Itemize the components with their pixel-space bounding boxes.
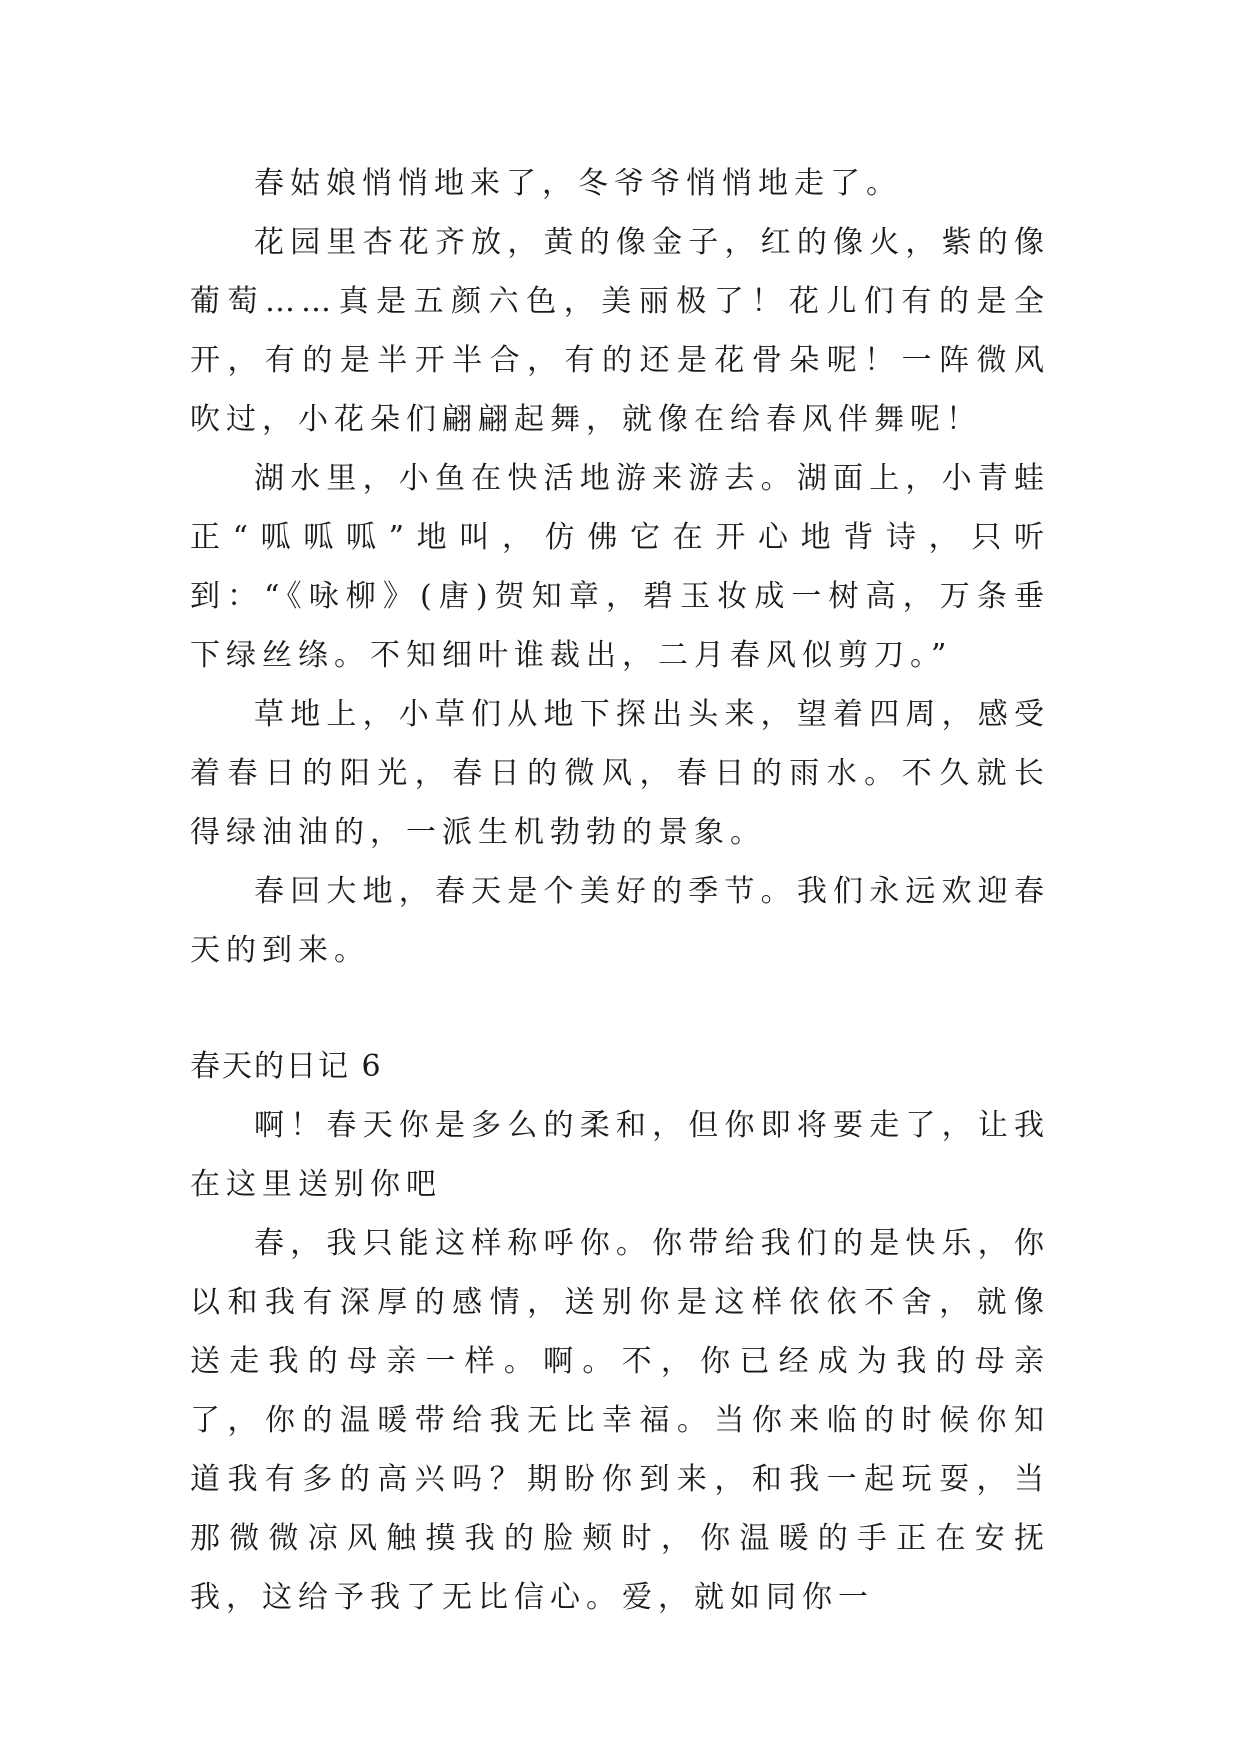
paragraph-grassland: 草地上，小草们从地下探出头来，望着四周，感受着春日的阳光，春日的微风，春日的雨水。不久就长得绿油油的，一派生机勃勃的景象。 [190, 697, 1050, 850]
section-heading: 春天的日记 6 [190, 1049, 383, 1084]
paragraph-spring-mother: 春，我只能这样称呼你。你带给我们的是快乐，你以和我有深厚的感情，送别你是这样依依不舍，就像送走我的母亲一样。啊。不，你已经成为我的母亲了，你的温暖带给我无比幸福。当你来临的时候你知道我有多的高兴吗？期盼你到来，和我一起玩耍，当那微微凉风触摸我的脸颊时，你温暖的手正在安抚我，这给予我了无比信心。爱，就如同你一 [190, 1226, 1050, 1615]
paragraph-garden-flowers: 花园里杏花齐放，黄的像金子，红的像火，紫的像葡萄……真是五颜六色，美丽极了！花儿们有的是全开，有的是半开半合，有的还是花骨朵呢！一阵微风吹过，小花朵们翩翩起舞，就像在给春风伴舞呢！ [190, 225, 1050, 437]
paragraph-spring-arrives: 春姑娘悄悄地来了，冬爷爷悄悄地走了。 [254, 166, 902, 201]
paragraph-spring-conclusion: 春回大地，春天是个美好的季节。我们永远欢迎春天的到来。 [190, 874, 1050, 968]
paragraph-farewell-spring: 啊！春天你是多么的柔和，但你即将要走了，让我在这里送别你吧 [190, 1108, 1050, 1202]
paragraph-lake-frog: 湖水里，小鱼在快活地游来游去。湖面上，小青蛙正“呱呱呱”地叫，仿佛它在开心地背诗，只听到：“《咏柳》(唐)贺知章，碧玉妆成一树高，万条垂下绿丝绦。不知细叶谁裁出，二月春风似剪刀。” [190, 461, 1050, 673]
document-body [190, 154, 1050, 1627]
